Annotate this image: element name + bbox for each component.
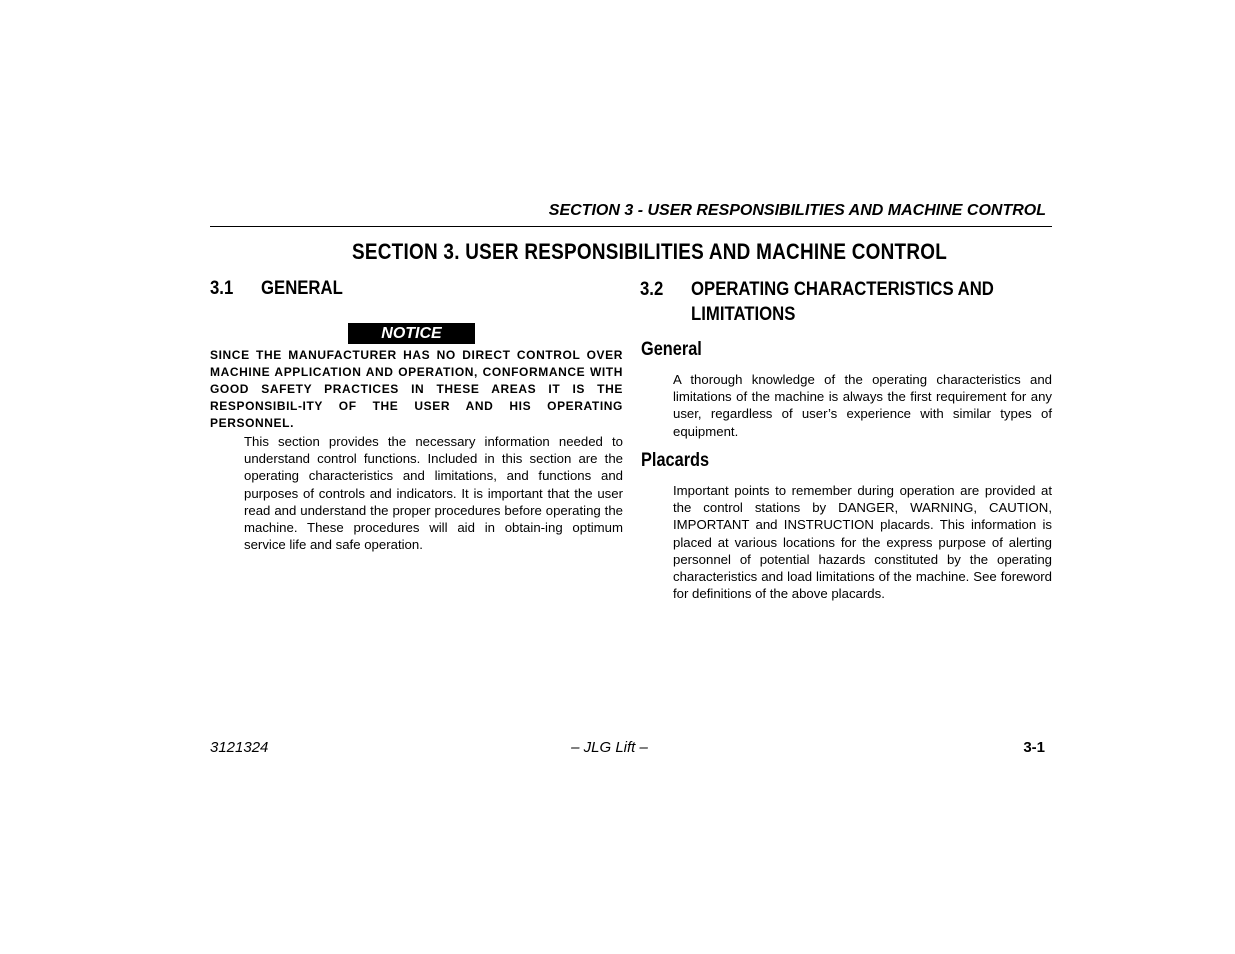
heading-general [210, 278, 343, 300]
operating-general-paragraph: A thorough knowledge of the operating characteristics and limitations of the machine is always the first requirement for any user, regardless of user’s experience with similar types of equipment. [673, 372, 1052, 439]
general-paragraph: This section provides the necessary information needed to understand control functions. Included in this section are the operating characteristics and limitations, and functions and purposes of controls and indicators. It is important that the user read and understand the proper procedures before operating the machine. These procedures will aid in obtain-ing optimum service life and safe operation. [244, 434, 623, 553]
subheading-general: General [641, 339, 702, 360]
placards-paragraph: Important points to remember during operation are provided at the control stations by DANGER, WARNING, CAUTION, IMPORTANT and INSTRUCTION placards. This information is placed at various locations for the express purpose of alerting personnel of potential hazards constituted by the operating characteristics and load limitations of the machine. See foreword for definitions of the above placards. [673, 483, 1052, 602]
running-header: SECTION 3 - USER RESPONSIBILITIES AND MACHINE CONTROL [548, 202, 1046, 219]
subheading-placards: Placards [641, 450, 710, 471]
heading-general-text: GENERAL [261, 278, 343, 299]
footer-brand: – JLG Lift – [571, 739, 648, 756]
footer-page-number: 3-1 [1023, 739, 1045, 756]
section-title: SECTION 3. USER RESPONSIBILITIES AND MACHINE CONTROL [352, 239, 948, 264]
notice-text: SINCE THE MANUFACTURER HAS NO DIRECT CONTROL OVER MACHINE APPLICATION AND OPERATION, CONFORMANCE WITH GOOD SAFETY PRACTICES IN THESE AREAS IT IS THE RESPONSIBIL-ITY OF THE USER AND HIS OPERATING PERSONNEL. [210, 348, 623, 430]
heading-general-number: 3.1 [210, 278, 234, 299]
heading-operating [640, 277, 994, 327]
heading-operating-line1: OPERATING CHARACTERISTICS AND [691, 279, 994, 300]
heading-operating-number: 3.2 [640, 279, 664, 300]
footer-doc-number: 3121324 [210, 739, 269, 756]
notice-label: NOTICE [348, 323, 475, 344]
heading-operating-line2: LIMITATIONS [691, 304, 796, 325]
header-rule [210, 226, 1052, 227]
